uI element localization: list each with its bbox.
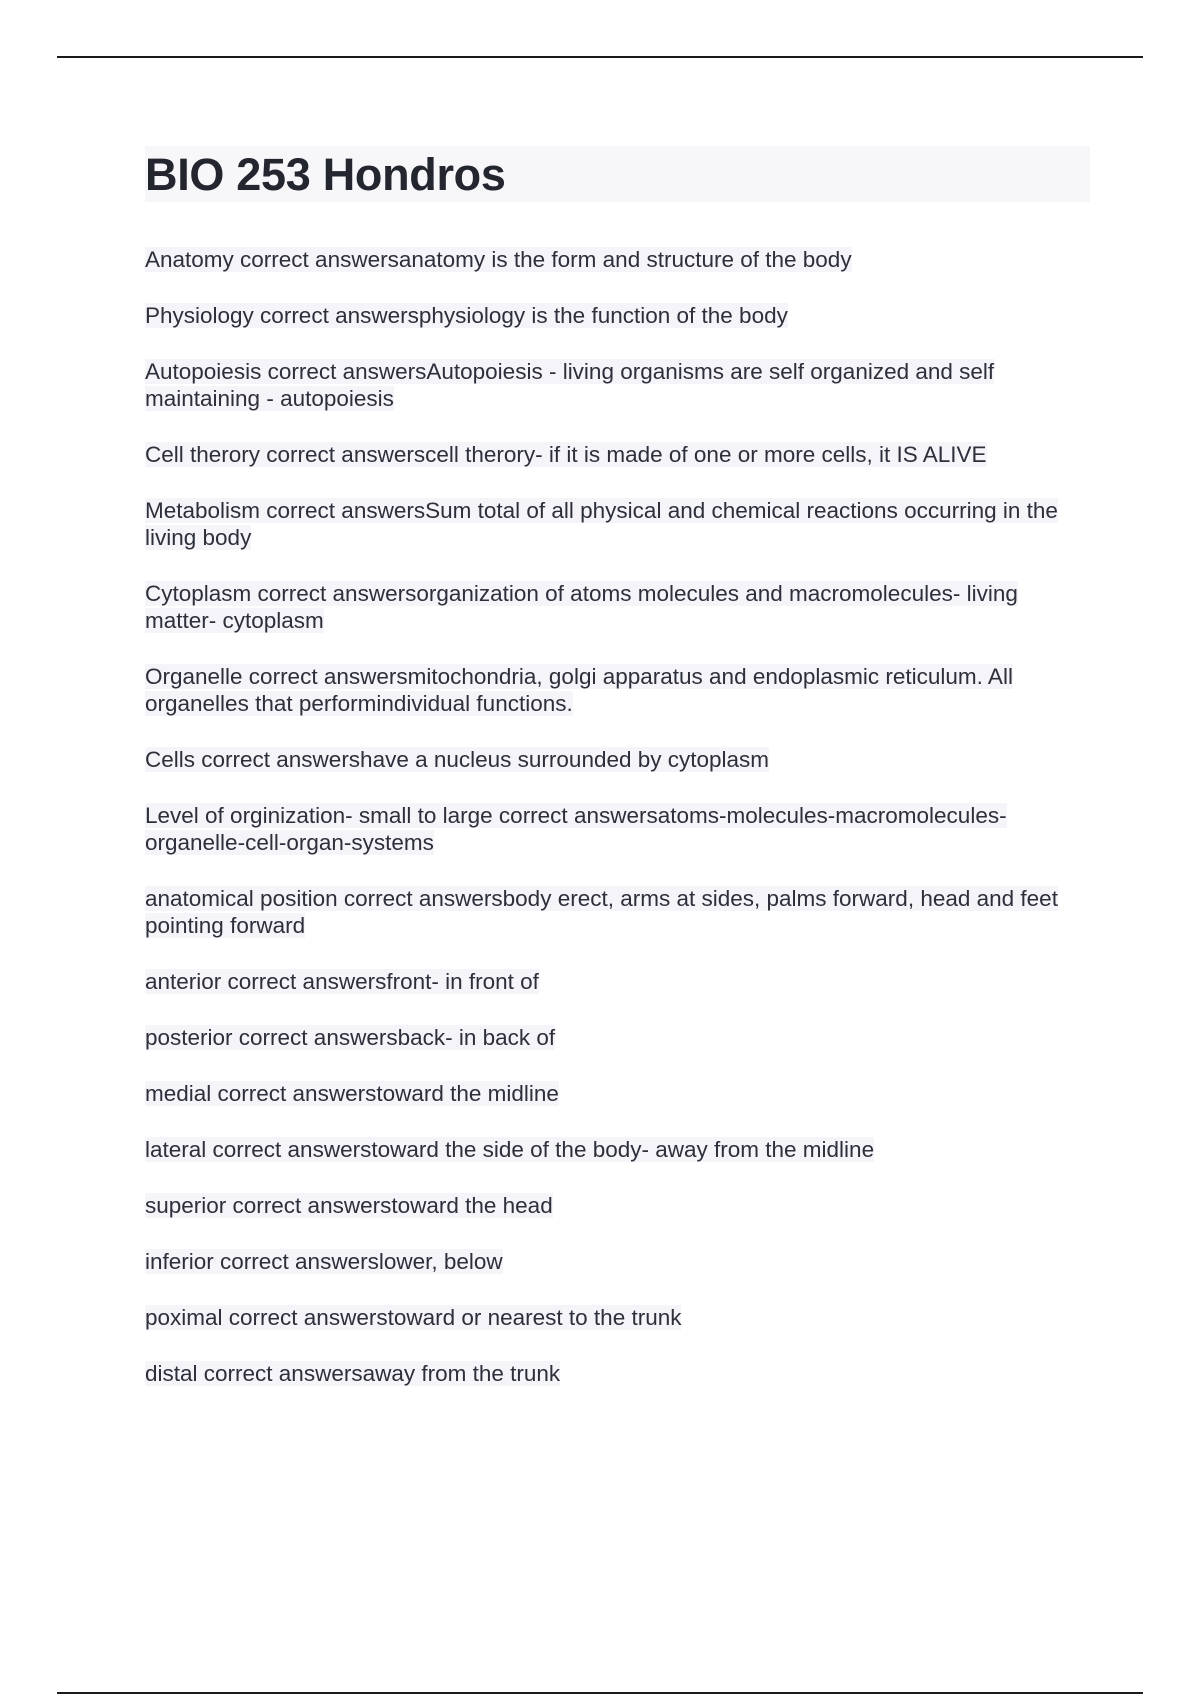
flashcard-entry: anterior correct answersfront- in front of — [145, 969, 539, 994]
flashcard-entry: Anatomy correct answersanatomy is the form and structure of the body — [145, 247, 852, 272]
flashcard-entry: Cells correct answershave a nucleus surrounded by cytoplasm — [145, 747, 770, 772]
flashcard-entry: inferior correct answerslower, below — [145, 1249, 503, 1274]
flashcard-entry: medial correct answerstoward the midline — [145, 1081, 559, 1106]
flashcard-entry: superior correct answerstoward the head — [145, 1193, 553, 1218]
bottom-divider — [57, 1692, 1143, 1694]
flashcard-entry: distal correct answersaway from the trunk — [145, 1361, 561, 1386]
flashcard-entry: posterior correct answersback- in back of — [145, 1025, 556, 1050]
flashcard-entry: Physiology correct answersphysiology is the function of the body — [145, 303, 788, 328]
document-title: BIO 253 Hondros — [145, 148, 506, 200]
flashcard-entry: Organelle correct answersmitochondria, golgi apparatus and endoplasmic reticulum. All organelles that performindividual functions. — [145, 664, 1013, 716]
flashcard-entry: lateral correct answerstoward the side of the body- away from the midline — [145, 1137, 875, 1162]
flashcard-entry: Cytoplasm correct answersorganization of atoms molecules and macromolecules- living matter- cytoplasm — [145, 581, 1018, 633]
flashcard-entry: poximal correct answerstoward or nearest to the trunk — [145, 1305, 682, 1330]
document-body — [145, 146, 1090, 1416]
flashcard-entry: Autopoiesis correct answersAutopoiesis - living organisms are self organized and self maintaining - autopoiesis — [145, 359, 995, 411]
flashcard-entry: anatomical position correct answersbody erect, arms at sides, palms forward, head and feet pointing forward — [145, 886, 1058, 938]
top-divider — [57, 56, 1143, 58]
flashcard-entry: Level of orginization- small to large correct answersatoms-molecules-macromolecules- organelle-cell-organ-systems — [145, 803, 1007, 855]
flashcard-entry: Cell therory correct answerscell therory- if it is made of one or more cells, it IS ALIVE — [145, 442, 987, 467]
flashcard-entry: Metabolism correct answersSum total of all physical and chemical reactions occurring in the living body — [145, 498, 1058, 550]
title-block — [145, 146, 1090, 202]
